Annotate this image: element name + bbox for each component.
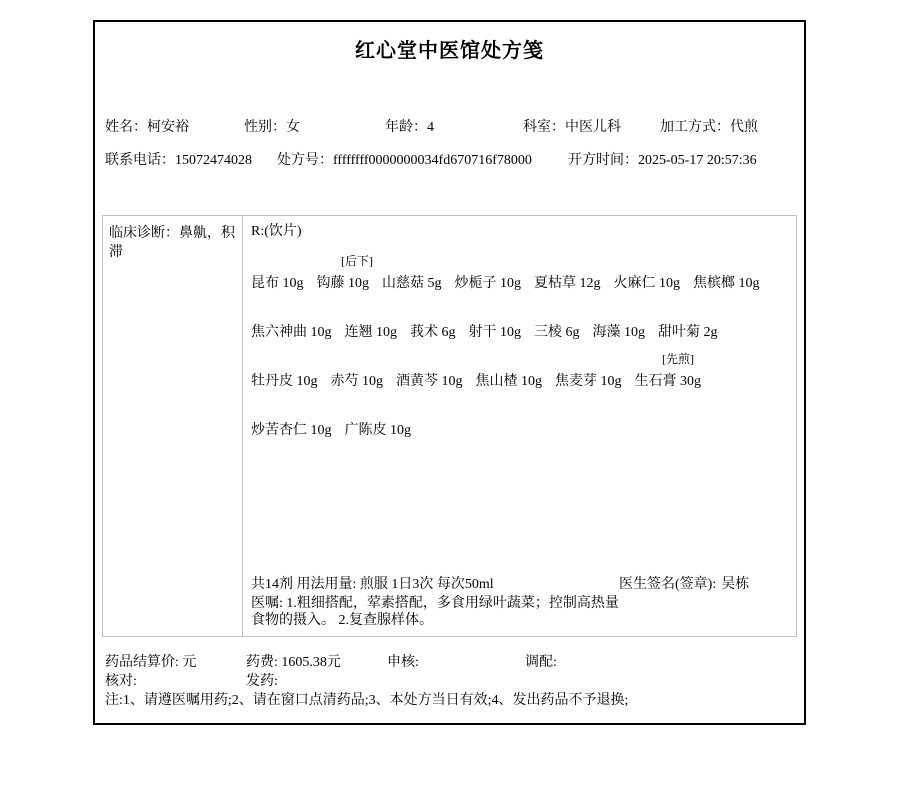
diagnosis-value: 鼻鼽，积滞 bbox=[109, 226, 235, 260]
clinical-diagnosis-cell bbox=[103, 216, 243, 636]
footer-row-2 bbox=[105, 670, 800, 690]
patient-info-row-1 bbox=[105, 116, 800, 136]
herb-row bbox=[251, 271, 788, 297]
herb-item: 山慈菇 5g bbox=[382, 276, 442, 291]
herb-item: 钩藤 10g bbox=[316, 276, 369, 291]
herb-item: 牡丹皮 10g bbox=[251, 374, 318, 389]
usage-line: 共14剂 用法用量: 煎服 1日3次 每次50ml bbox=[251, 577, 494, 592]
field: 调配: bbox=[525, 655, 557, 670]
field: 药费: 1605.38元 bbox=[246, 655, 341, 670]
field: 性别：女 bbox=[244, 120, 300, 135]
field: 处方号：ffffffff0000000034fd670716f78000 bbox=[277, 153, 532, 168]
rx-bottom-block bbox=[251, 575, 788, 629]
herb-item: 三棱 6g bbox=[534, 325, 580, 340]
field: 申核: bbox=[387, 655, 419, 670]
herb-item: 昆布 10g bbox=[251, 276, 304, 291]
rx-spacer bbox=[251, 444, 788, 575]
rx-cell bbox=[243, 216, 796, 636]
herb-item: 甜叶菊 2g bbox=[658, 325, 718, 340]
herb-item: 焦六神曲 10g bbox=[251, 325, 332, 340]
doctor-signature bbox=[619, 575, 788, 595]
herb-annotation-row bbox=[251, 346, 788, 369]
field: 发药: bbox=[246, 674, 278, 689]
decoction-annotation: [先煎] bbox=[662, 352, 694, 366]
herb-row bbox=[251, 369, 788, 395]
herb-annotation-row bbox=[251, 248, 788, 271]
herb-item: 火麻仁 10g bbox=[613, 276, 680, 291]
herb-row bbox=[251, 320, 788, 346]
herb-lines bbox=[251, 242, 788, 444]
field: 药品结算价: 元 bbox=[105, 655, 197, 670]
herb-item: 射干 10g bbox=[468, 325, 521, 340]
footer-row-1 bbox=[105, 651, 800, 671]
herb-item: 焦山楂 10g bbox=[475, 374, 542, 389]
field: 姓名：柯安裕 bbox=[105, 120, 189, 135]
herb-annotation-row bbox=[251, 395, 788, 418]
herb-row bbox=[251, 418, 788, 444]
herb-line-group bbox=[251, 248, 788, 297]
herb-item: 海藻 10g bbox=[592, 325, 645, 340]
herb-item: 莪术 6g bbox=[410, 325, 456, 340]
herb-item: 生石膏 30g bbox=[634, 374, 701, 389]
rx-header: R:(饮片) bbox=[251, 224, 302, 239]
field: 科室：中医儿科 bbox=[523, 120, 621, 135]
herb-item: 焦麦芽 10g bbox=[555, 374, 622, 389]
field: 开方时间：2025-05-17 20:57:36 bbox=[568, 153, 757, 168]
herb-item: 赤芍 10g bbox=[330, 374, 383, 389]
field: 年龄：4 bbox=[385, 120, 434, 135]
doctor-name: 吴栋 bbox=[721, 577, 750, 592]
herb-item: 炒栀子 10g bbox=[454, 276, 521, 291]
herb-item: 夏枯草 12g bbox=[534, 276, 601, 291]
herb-line-group bbox=[251, 297, 788, 346]
field: 核对: bbox=[105, 674, 137, 689]
herb-item: 炒苦杏仁 10g bbox=[251, 423, 332, 438]
herb-line-group bbox=[251, 346, 788, 395]
diagnosis-label: 临床诊断： bbox=[109, 226, 179, 241]
herb-item: 焦槟榔 10g bbox=[693, 276, 760, 291]
decoction-annotation: [后下] bbox=[341, 254, 373, 268]
doctor-remark: 医嘱: 1.粗细搭配，荤素搭配，多食用绿叶蔬菜；控制高热量食物的摄入。 2.复查腺样体。 bbox=[251, 596, 619, 628]
prescription-sheet bbox=[93, 20, 806, 725]
herb-line-group bbox=[251, 395, 788, 444]
page-title: 红心堂中医馆处方笺 bbox=[355, 40, 544, 62]
usage-and-remark bbox=[251, 575, 619, 629]
field: 联系电话：15072474028 bbox=[105, 153, 252, 168]
footer-note: 注:1、请遵医嘱用药;2、请在窗口点清药品;3、本处方当日有效;4、发出药品不予退换; bbox=[105, 693, 629, 708]
prescription-body-box bbox=[102, 215, 797, 637]
herb-annotation-row bbox=[251, 297, 788, 320]
field: 加工方式：代煎 bbox=[660, 120, 758, 135]
patient-info-row-2 bbox=[105, 149, 800, 169]
doctor-signature-label: 医生签名(签章): bbox=[619, 577, 717, 592]
herb-item: 连翘 10g bbox=[344, 325, 397, 340]
herb-item: 酒黄芩 10g bbox=[396, 374, 463, 389]
herb-item: 广陈皮 10g bbox=[344, 423, 411, 438]
